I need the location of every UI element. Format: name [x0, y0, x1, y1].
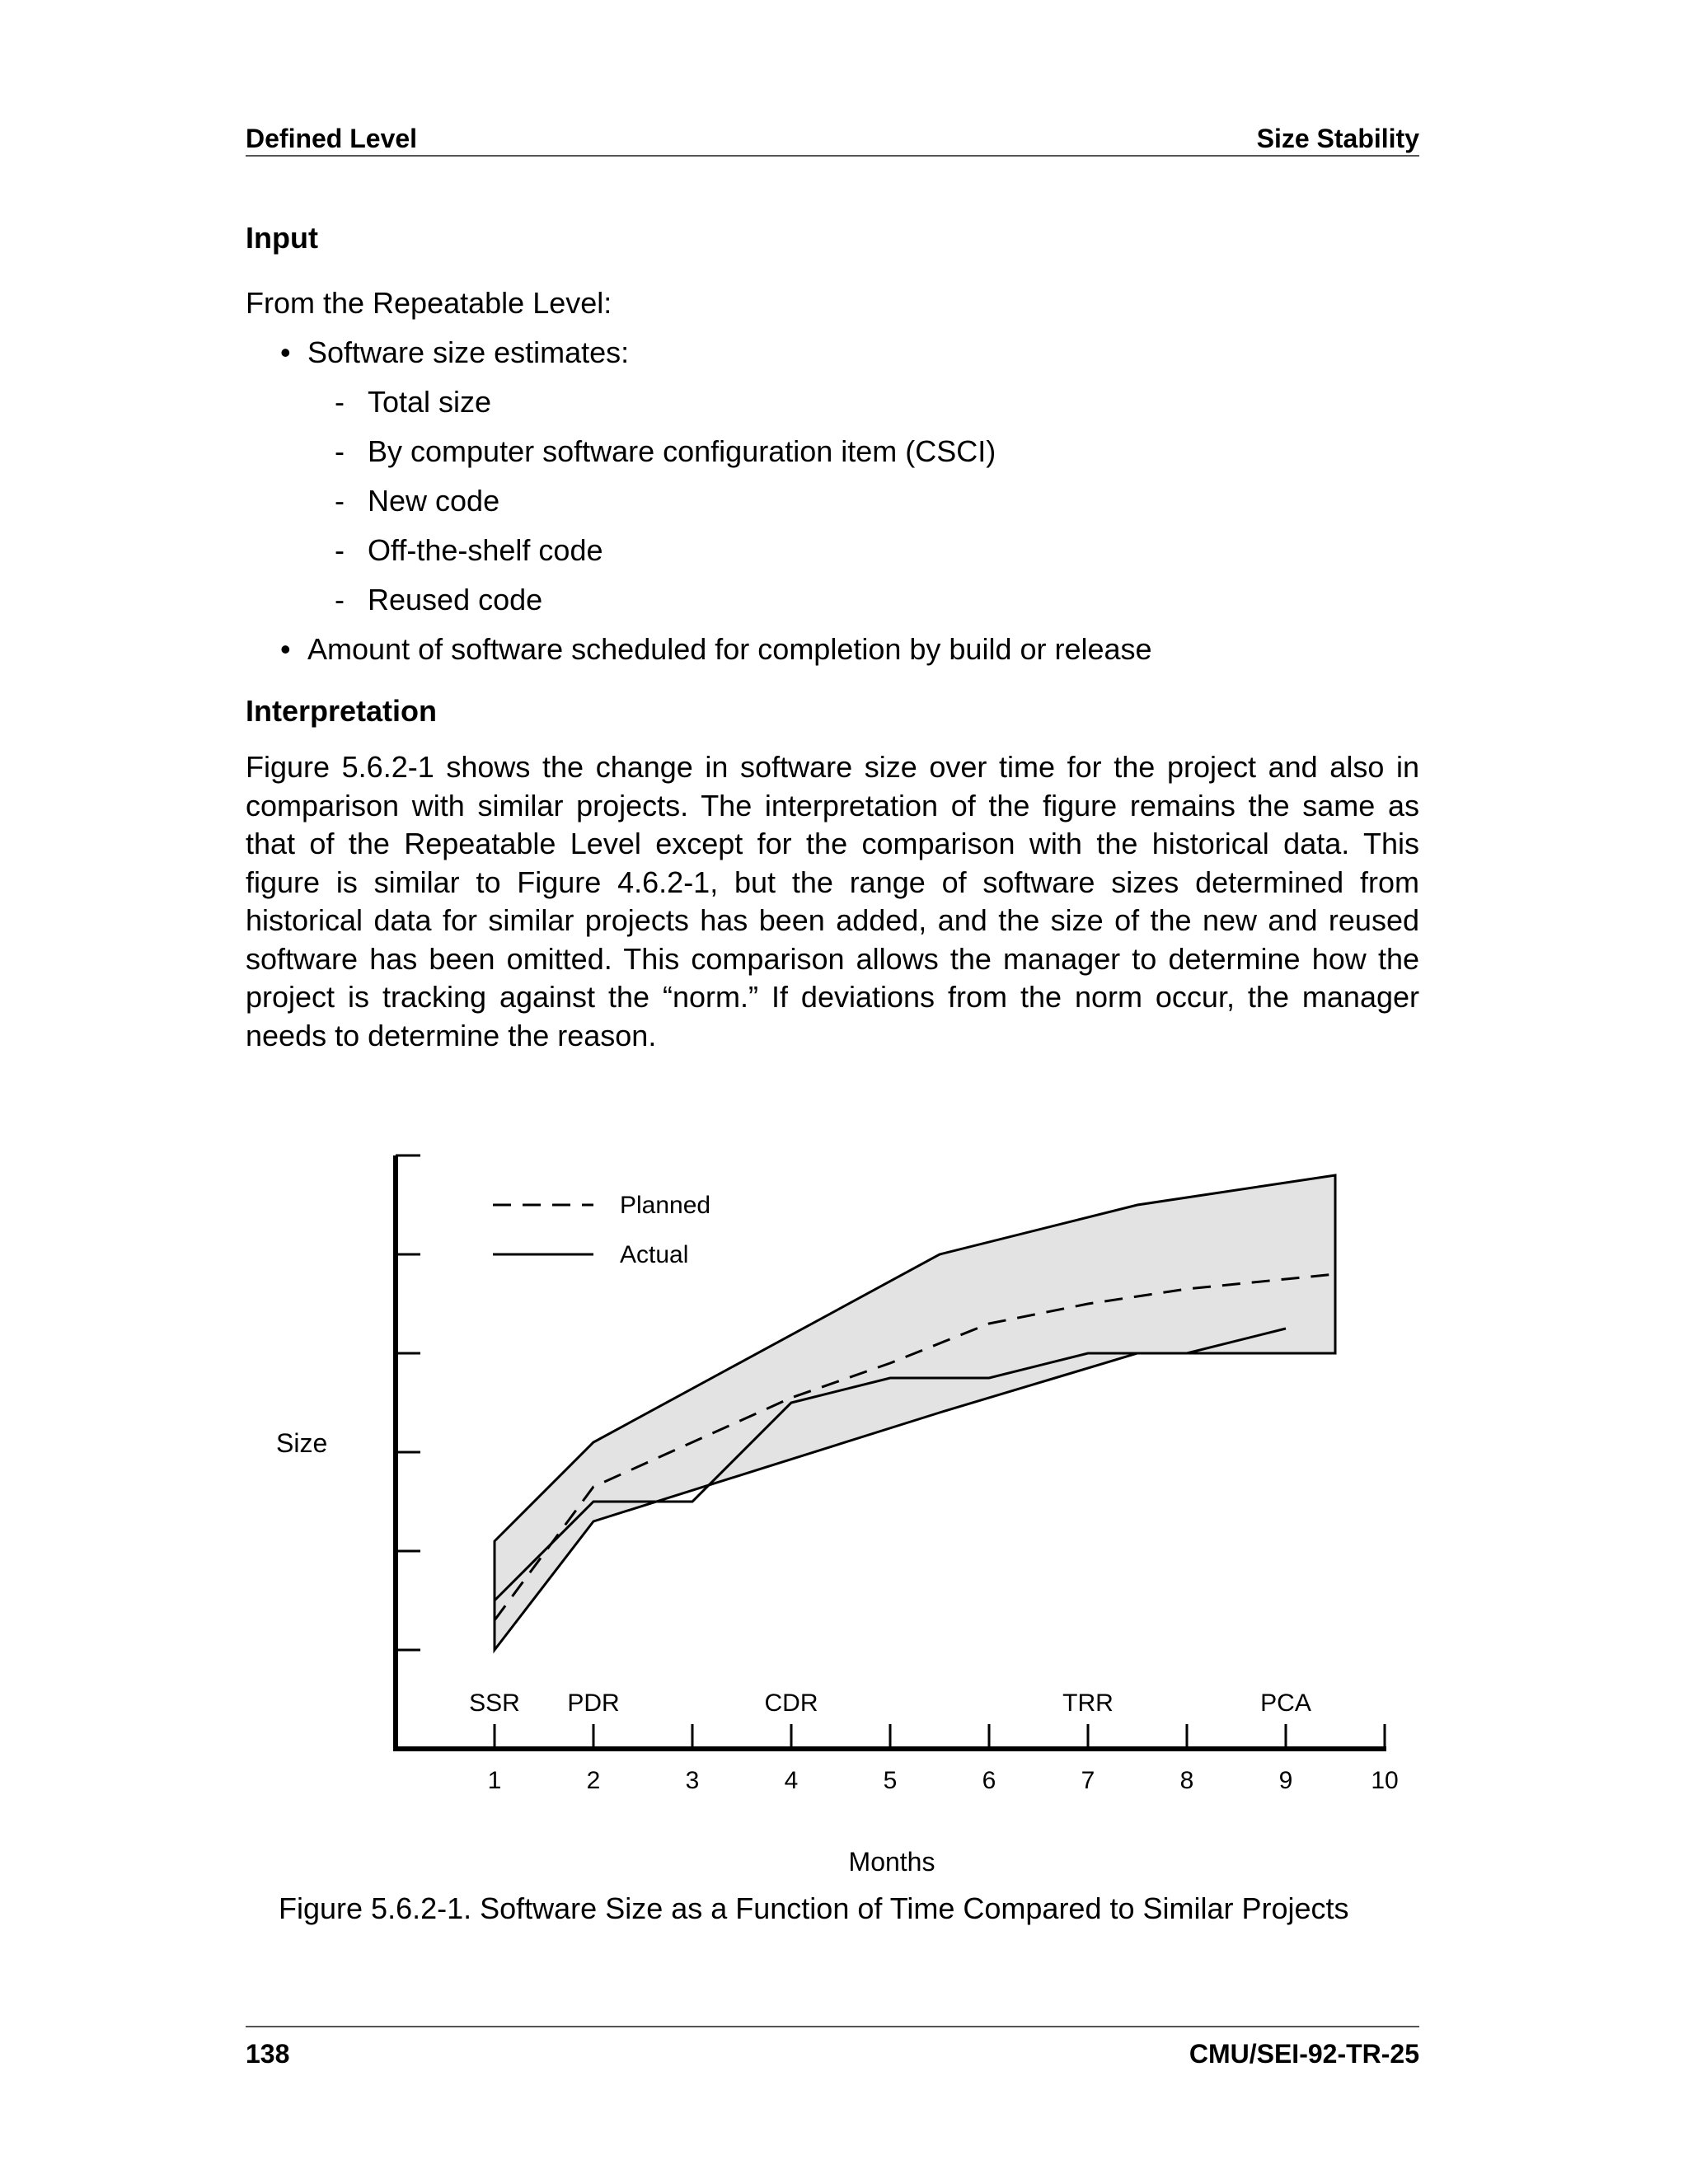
milestone-label-pdr: PDR — [567, 1690, 620, 1717]
input-heading: Input — [246, 221, 318, 255]
x-tick-label: 2 — [586, 1767, 601, 1794]
x-tick-label: 6 — [982, 1767, 996, 1794]
milestone-label-cdr: CDR — [764, 1690, 818, 1717]
milestone-label-trr: TRR — [1062, 1690, 1114, 1717]
legend-planned-label: Planned — [620, 1192, 711, 1219]
sub-list-item: New code — [368, 484, 500, 518]
bullet-mark: • — [280, 632, 291, 666]
x-tick-label: 9 — [1278, 1767, 1293, 1794]
bullet-item: Software size estimates: — [307, 335, 630, 369]
figure-caption: Figure 5.6.2-1. Software Size as a Function of Time Compared to Similar Projects — [279, 1891, 1349, 1925]
input-intro: From the Repeatable Level: — [246, 286, 612, 320]
y-axis-label: Size — [276, 1428, 328, 1458]
x-tick-label: 8 — [1179, 1767, 1194, 1794]
interpretation-heading: Interpretation — [246, 694, 438, 728]
dash-mark: - — [335, 434, 345, 468]
bullet-mark: • — [280, 335, 291, 369]
dash-mark: - — [335, 385, 345, 419]
milestone-label-pca: PCA — [1260, 1690, 1311, 1717]
header-section-topic: Size Stability — [1256, 124, 1419, 153]
bullet-item: Amount of software scheduled for completion by build or release — [307, 632, 1152, 666]
dash-mark: - — [335, 484, 345, 518]
x-tick-label: 3 — [685, 1767, 700, 1794]
dash-mark: - — [335, 583, 345, 616]
page-number: 138 — [246, 2039, 290, 2069]
report-id: CMU/SEI-92-TR-25 — [1189, 2039, 1419, 2069]
sub-list-item: By computer software configuration item (CSCI) — [368, 434, 996, 468]
page-footer — [246, 2026, 1419, 2069]
x-axis-label: Months — [848, 1847, 935, 1877]
sub-list-item: Total size — [368, 385, 492, 419]
x-tick-label: 4 — [784, 1767, 799, 1794]
x-tick-label: 1 — [487, 1767, 502, 1794]
x-tick-label: 10 — [1371, 1767, 1399, 1794]
sub-list-item: Reused code — [368, 583, 543, 616]
legend-actual-label: Actual — [620, 1241, 689, 1268]
interpretation-paragraph: Figure 5.6.2-1 shows the change in software size over time for the project and also in comparison with similar projects. The interpretation of the figure remains the same as that of the Repeatable Level except for the comparison with the historical data. This figure is similar to Figure 4.6.2-1, but the range of software sizes determined from historical data for similar projects has been added, and the size of the new and reused software has been omitted. This comparison allows the manager to determine how the project is tracking against the “norm.” If deviations from the norm occur, the manager needs to determine the reason. — [246, 750, 1419, 1052]
milestone-label-ssr: SSR — [469, 1690, 520, 1717]
sub-list-item: Off-the-shelf code — [368, 533, 603, 567]
dash-mark: - — [335, 533, 345, 567]
x-tick-label: 5 — [883, 1767, 898, 1794]
header-section-level: Defined Level — [246, 124, 418, 153]
x-tick-label: 7 — [1081, 1767, 1095, 1794]
